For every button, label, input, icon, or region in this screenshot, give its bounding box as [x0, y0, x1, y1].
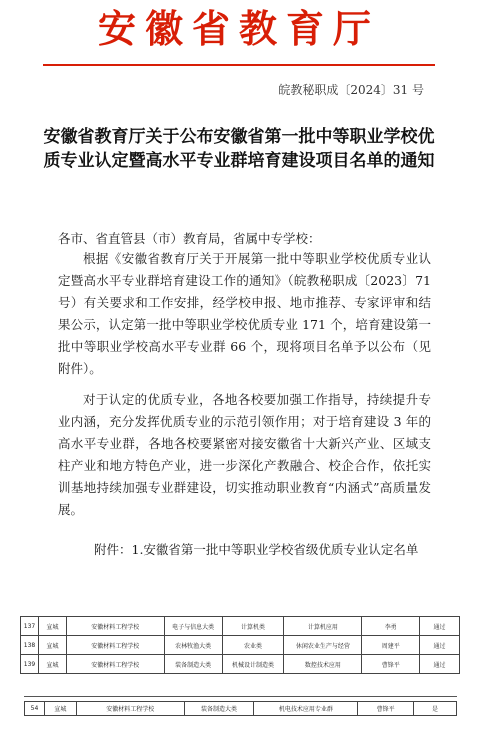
table-cell: 电子与信息大类	[164, 617, 222, 636]
table-cell: 安徽材料工程学校	[76, 702, 184, 716]
table-cell: 139	[21, 655, 39, 674]
table-cell: 通过	[420, 655, 460, 674]
red-divider	[43, 64, 435, 66]
table-cell: 安徽材料工程学校	[66, 617, 164, 636]
professional-group-table-excerpt	[24, 701, 457, 716]
table-cell: 安徽材料工程学校	[66, 636, 164, 655]
table-row	[21, 655, 460, 674]
document-title: 安徽省教育厅关于公布安徽省第一批中等职业学校优质专业认定暨高水平专业群培育建设项目名单的通知	[43, 127, 435, 171]
table-row	[25, 702, 457, 716]
table-cell: 计算机应用	[284, 617, 362, 636]
table-cell: 装备制造大类	[164, 655, 222, 674]
table-cell: 机电技术应用专业群	[254, 702, 358, 716]
attachment-line: 附件：1.安徽省第一批中等职业学校省级优质专业认定名单	[94, 542, 419, 557]
table-cell: 宣城	[38, 655, 66, 674]
table-cell: 宣城	[44, 702, 76, 716]
masthead: 安徽省教育厅	[97, 6, 380, 51]
table-cell: 138	[21, 636, 39, 655]
table-cell: 通过	[420, 617, 460, 636]
table-cell: 农林牧渔大类	[164, 636, 222, 655]
table-cell: 李勇	[362, 617, 420, 636]
table-cell: 周建平	[362, 636, 420, 655]
table-cell: 通过	[420, 636, 460, 655]
table-cell: 安徽材料工程学校	[66, 655, 164, 674]
table-cell: 是	[414, 702, 457, 716]
table-cell: 休闲农业生产与经营	[284, 636, 362, 655]
table-cell: 137	[21, 617, 39, 636]
table-cell: 装备制造大类	[184, 702, 254, 716]
salutation: 各市、省直管县（市）教育局，省属中专学校：	[58, 231, 321, 246]
table-cell: 曹锋平	[362, 655, 420, 674]
table-cell: 机械设计制造类	[222, 655, 284, 674]
table-cell: 数控技术应用	[284, 655, 362, 674]
table-row	[21, 636, 460, 655]
table-cell: 农业类	[222, 636, 284, 655]
table-cell: 曹锋平	[358, 702, 414, 716]
table-cell: 计算机类	[222, 617, 284, 636]
document-number: 皖教秘职成〔2024〕31 号	[278, 83, 424, 97]
table-divider	[24, 696, 457, 697]
table-row	[21, 617, 460, 636]
quality-major-table-excerpt	[20, 616, 460, 674]
body-paragraph: 根据《安徽省教育厅关于开展第一批中等职业学校优质专业认定暨高水平专业群培育建设工作的通知》（皖教秘职成〔2023〕71 号）有关要求和工作安排，经学校申报、地市推荐、专家评审和结果公示，认定第一批中等职业学校优质专业 171 个，培育建设第一批中等职业学校高水平专业群 66 个，现将项目名单予以公布（见附件）。	[58, 251, 431, 376]
body-paragraph: 对于认定的优质专业，各地各校要加强工作指导，持续提升专业内涵，充分发挥优质专业的示范引领作用；对于培育建设 3 年的高水平专业群，各地各校要紧密对接安徽省十大新兴产业、区域支柱产业和地方特色产业，进一步深化产教融合、校企合作，依托实训基地持续加强专业群建设，切实推动职业教育“内涵式”高质量发展。	[58, 392, 431, 517]
table-cell: 宣城	[38, 636, 66, 655]
table-cell: 54	[25, 702, 45, 716]
table-cell: 宣城	[38, 617, 66, 636]
